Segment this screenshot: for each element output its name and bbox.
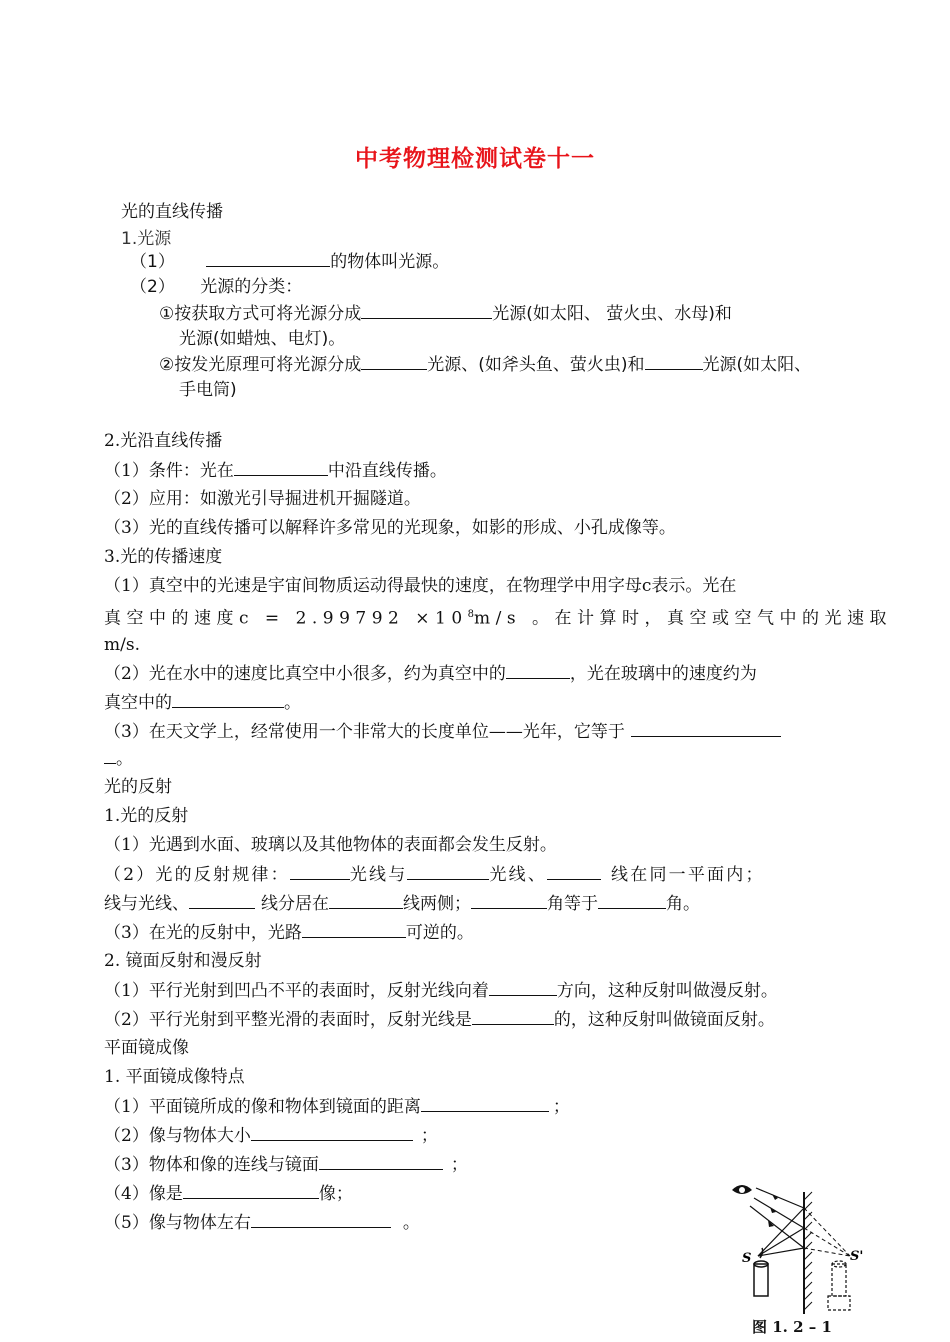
reflection-line-1: （1）光遇到水面、玻璃以及其他物体的表面都会发生反射。 <box>104 835 557 855</box>
answer-blank[interactable] <box>547 864 601 880</box>
answer-blank[interactable] <box>361 303 492 319</box>
item-text: （2）光的反射规律： <box>104 865 290 885</box>
item-text: m/s 。在计算时，真空或空气中的光速取 <box>474 608 893 629</box>
item-text: 线与光线、 <box>104 894 189 914</box>
speed-line-3 <box>104 634 140 655</box>
explanation-line: （3）光的直线传播可以解释许多常见的光现象，如影的形成、小孔成像等。 <box>104 518 676 538</box>
item-text: 的，这种反射叫做镜面反射。 <box>553 1010 775 1030</box>
heading-reflection-1: 1.光的反射 <box>104 806 189 826</box>
answer-blank[interactable] <box>290 864 350 880</box>
answer-blank[interactable] <box>319 1154 443 1170</box>
item-text: 像； <box>318 1184 353 1204</box>
answer-blank[interactable] <box>471 893 547 909</box>
exponent: 8 <box>467 609 475 620</box>
item-text: 光线与 <box>349 865 408 885</box>
reflection-line-4 <box>104 922 474 943</box>
section-heading-plane-mirror: 平面镜成像 <box>104 1038 189 1058</box>
question-1 <box>130 251 449 272</box>
ray-arrows <box>768 1194 778 1227</box>
item-text: 。 <box>284 693 301 713</box>
item-text: （2）光在水中的速度比真空中小很多，约为真空中的 <box>104 664 506 684</box>
label-s-prime: S' <box>850 1249 864 1264</box>
item-text: ； <box>420 1126 438 1146</box>
item-text: （5）像与物体左右 <box>104 1213 251 1233</box>
speed-line-2 <box>104 605 892 629</box>
classification-1-line-1 <box>159 303 732 324</box>
answer-blank[interactable] <box>234 460 328 476</box>
answer-blank[interactable] <box>631 721 781 737</box>
speed-formula: 真空中的速度c = 2.99792 ×10 <box>104 608 468 629</box>
feature-1 <box>104 1096 570 1117</box>
answer-blank[interactable] <box>489 980 557 996</box>
mirror-line <box>104 1009 775 1030</box>
answer-blank[interactable] <box>172 692 284 708</box>
item-text: ①按获取方式可将光源分成 <box>159 304 362 324</box>
item-text: 真空中的 <box>104 693 172 713</box>
candle-image <box>828 1261 850 1310</box>
condition-line <box>104 460 447 481</box>
figure-caption: 图 1. 2 – 1 <box>752 1318 832 1336</box>
subheading-light-source: 1.光源 <box>121 229 172 249</box>
reflection-law-line-1 <box>104 864 765 885</box>
answer-blank[interactable] <box>598 893 666 909</box>
speed-line-7 <box>104 748 133 769</box>
feature-2 <box>104 1125 438 1146</box>
item-text: （3）在光的反射中，光路 <box>104 923 302 943</box>
diffuse-line <box>104 980 778 1001</box>
answer-blank[interactable] <box>302 922 406 938</box>
item-text: （3）在天文学上，经常使用一个非常大的长度单位——光年，它等于 <box>104 722 625 742</box>
item-text: 光源、(如斧头鱼、萤火虫)和 <box>427 355 645 375</box>
item-text: （1）平面镜所成的像和物体到镜面的距离 <box>104 1097 421 1117</box>
speed-line-6 <box>104 721 781 742</box>
answer-blank[interactable] <box>472 1009 554 1025</box>
classification-2-line-1 <box>159 354 811 375</box>
feature-5 <box>104 1212 420 1233</box>
question-number: （2） <box>130 277 175 297</box>
item-text: 可逆的。 <box>405 923 474 943</box>
item-text: 。 <box>402 1213 420 1233</box>
item-text: 线分居在 <box>261 894 329 914</box>
answer-blank[interactable] <box>421 1096 549 1112</box>
item-text: （3）物体和像的连线与镜面 <box>104 1155 319 1175</box>
answer-blank[interactable] <box>645 354 703 370</box>
reflection-law-line-2 <box>104 893 700 914</box>
section-heading-reflection: 光的反射 <box>104 777 172 797</box>
heading-mirror-diffuse: 2. 镜面反射和漫反射 <box>104 951 262 971</box>
section-heading-light-propagation: 光的直线传播 <box>121 202 223 222</box>
application-line: （2）应用：如激光引导掘进机开掘隧道。 <box>104 489 421 509</box>
classification-1-line-2 <box>179 328 345 349</box>
heading-mirror-features: 1. 平面镜成像特点 <box>104 1067 245 1087</box>
answer-blank[interactable] <box>104 748 116 764</box>
speed-line-1: （1）真空中的光速是宇宙间物质运动得最快的速度，在物理学中用字母c表示。光在 <box>104 576 737 596</box>
item-text: 线在同一平面内； <box>611 865 765 885</box>
item-text: 角等于 <box>547 894 598 914</box>
item-text: （1）平行光射到凹凸不平的表面时，反射光线向着 <box>104 981 489 1001</box>
item-text: ，光在玻璃中的速度约为 <box>569 664 757 684</box>
speed-line-4 <box>104 663 757 684</box>
page-title: 中考物理检测试卷十一 <box>355 146 595 172</box>
item-text: （4）像是 <box>104 1184 183 1204</box>
item-text: ②按发光原理可将光源分成 <box>159 355 362 375</box>
speed-line-5 <box>104 692 301 713</box>
answer-blank[interactable] <box>361 354 427 370</box>
eye-icon <box>732 1185 752 1194</box>
answer-blank[interactable] <box>506 663 570 679</box>
item-text: （1）条件：光在 <box>104 461 234 481</box>
item-text: 光线、 <box>489 865 548 885</box>
answer-blank[interactable] <box>251 1212 391 1228</box>
feature-4 <box>104 1183 353 1204</box>
item-text: m/s. <box>104 635 140 655</box>
item-text: 线两侧； <box>403 894 471 914</box>
item-text: （2）像与物体大小 <box>104 1126 251 1146</box>
virtual-rays <box>804 1208 850 1256</box>
heading-light-speed: 3.光的传播速度 <box>104 547 223 567</box>
answer-blank[interactable] <box>407 864 489 880</box>
heading-straight-line: 2.光沿直线传播 <box>104 431 223 451</box>
item-text: 光源(如蜡烛、电灯)。 <box>179 329 346 349</box>
item-text: 角。 <box>666 894 700 914</box>
question-text: 的物体叫光源。 <box>330 252 450 272</box>
question-text: 光源的分类： <box>200 277 303 297</box>
answer-blank[interactable] <box>251 1125 413 1141</box>
item-text: （2）平行光射到平整光滑的表面时，反射光线是 <box>104 1010 472 1030</box>
feature-3 <box>104 1154 468 1175</box>
item-text: 。 <box>116 749 133 769</box>
question-2 <box>130 277 302 297</box>
item-text: 中沿直线传播。 <box>327 461 447 481</box>
item-text: 光源(如太阳、 <box>702 355 812 375</box>
question-number: （1） <box>130 252 175 272</box>
item-text: 方向，这种反射叫做漫反射。 <box>556 981 778 1001</box>
label-s: S <box>742 1251 752 1266</box>
answer-blank[interactable] <box>329 893 403 909</box>
answer-blank[interactable] <box>189 893 255 909</box>
classification-2-line-2: 手电筒) <box>179 380 237 400</box>
item-text: ； <box>450 1155 468 1175</box>
item-text: 光源(如太阳、 萤火虫、水母)和 <box>492 304 732 324</box>
answer-blank[interactable] <box>206 251 330 267</box>
item-text: ； <box>552 1097 570 1117</box>
answer-blank[interactable] <box>183 1183 319 1199</box>
